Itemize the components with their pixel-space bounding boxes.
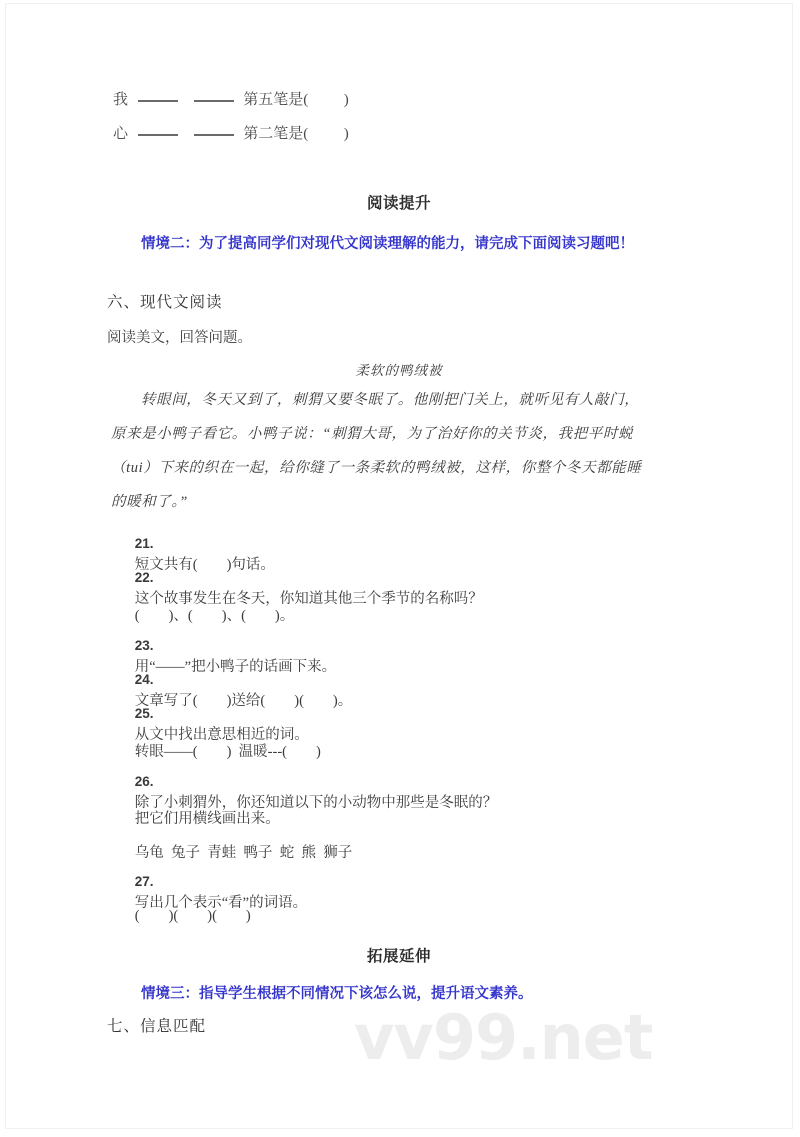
passage-line: （tui）下来的织在一起，给你缝了一条柔软的鸭绒被，这样，你整个冬天都能睡 xyxy=(111,460,642,476)
question-text: 把它们用横线画出来。 xyxy=(134,811,280,827)
question-number: 27. xyxy=(134,874,154,889)
section-heading-extension: 拓展延伸 xyxy=(366,948,431,965)
stroke-prompt: 第二笔是( xyxy=(243,126,309,142)
passage-line: 转眼间，冬天又到了，刺猬又要冬眠了。他刚把门关上，就听见有人敲门， xyxy=(141,392,640,408)
answer-blank-row[interactable] xyxy=(113,891,251,942)
part-heading-seven: 七、信息匹配 xyxy=(107,1018,207,1035)
blank-underline[interactable] xyxy=(138,134,178,136)
answer-blank-text: 转眼——( ) 温暖---( ) xyxy=(134,744,321,760)
animal-list-text: 乌龟 兔子 青蛙 鸭子 蛇 熊 狮子 xyxy=(134,845,353,861)
question-number: 22. xyxy=(134,570,154,585)
answer-blank-text: ( )、( )、( )。 xyxy=(134,608,295,624)
scenario-three-text: 情境三：指导学生根据不同情况下该怎么说，提升语文素养。 xyxy=(141,986,533,1002)
site-watermark: vv99.net xyxy=(354,1001,653,1074)
question-number: 24. xyxy=(134,672,154,687)
passage-line: 原来是小鸭子看它。小鸭子说：“刺猬大哥，为了治好你的关节炎，我把平时蜕 xyxy=(111,426,634,442)
question-text: 文章写了( )送给( )( )。 xyxy=(134,693,353,709)
question-number: 25. xyxy=(134,706,154,721)
blank-underline[interactable] xyxy=(138,100,178,102)
question-number: 26. xyxy=(134,774,154,789)
question-number: 23. xyxy=(134,638,154,653)
stroke-row xyxy=(113,122,349,143)
passage-line: 的暖和了。” xyxy=(111,494,188,510)
question-number: 21. xyxy=(134,536,154,551)
stroke-char: 我 xyxy=(113,92,129,108)
stroke-char: 心 xyxy=(113,126,129,142)
question-text: 短文共有( )句话。 xyxy=(134,557,275,573)
blank-underline[interactable] xyxy=(194,100,234,102)
question-text: 这个故事发生在冬天，你知道其他三个季节的名称吗？ xyxy=(134,591,483,607)
question-text: 从文中找出意思相近的词。 xyxy=(134,727,309,743)
blank-underline[interactable] xyxy=(194,134,234,136)
reading-instruction: 阅读美文，回答问题。 xyxy=(107,330,252,346)
stroke-prompt: 第五笔是( xyxy=(243,92,309,108)
stroke-close-paren: ) xyxy=(343,92,349,108)
question-text: 用“——”把小鸭子的话画下来。 xyxy=(134,659,337,675)
section-heading-reading: 阅读提升 xyxy=(366,195,431,212)
stroke-row xyxy=(113,88,349,109)
question-text: 除了小刺猬外，你还知道以下的小动物中那些是冬眠的？ xyxy=(134,795,498,811)
part-heading-six: 六、现代文阅读 xyxy=(107,294,223,311)
answer-blank-text: ( )( )( ) xyxy=(134,908,251,924)
passage-title: 柔软的鸭绒被 xyxy=(355,363,443,378)
stroke-close-paren: ) xyxy=(343,126,349,142)
question-text: 写出几个表示“看”的词语。 xyxy=(134,895,308,911)
document-page xyxy=(6,4,792,1128)
scenario-two-text: 情境二：为了提高同学们对现代文阅读理解的能力，请完成下面阅读习题吧！ xyxy=(141,236,634,252)
